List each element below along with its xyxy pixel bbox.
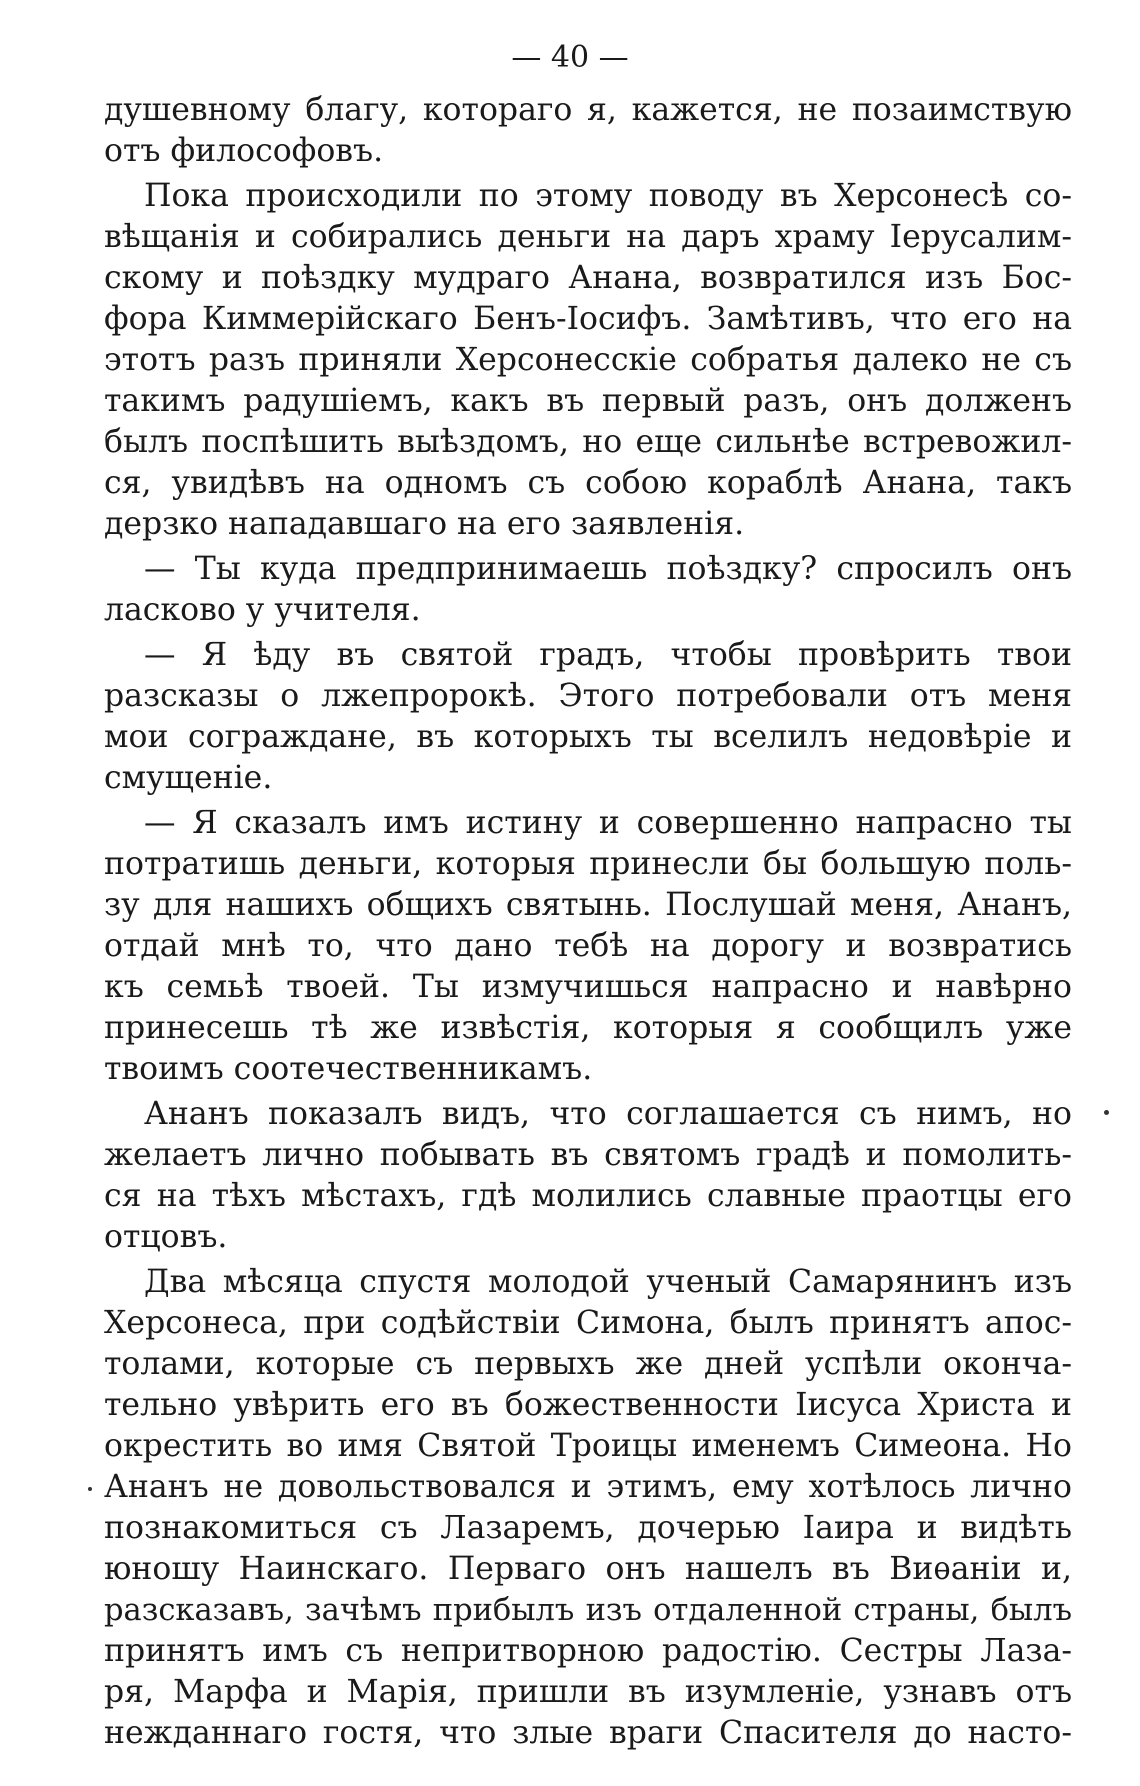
scan-speck xyxy=(1104,1110,1109,1115)
text-line: отъ философовъ. xyxy=(104,133,384,169)
text-line: разсказавъ, зачѣмъ прибылъ изъ отдаленной страны, былъ xyxy=(104,1593,1072,1628)
text-line: Два мѣсяца спустя молодой ученый Самарянинъ изъ xyxy=(144,1264,1072,1300)
text-line: мои сограждане, въ которыхъ ты вселилъ недовѣріе и xyxy=(104,719,1072,755)
text-line: душевному благу, котораго я, кажется, не позаимствую xyxy=(104,92,1072,128)
text-line: Херсонеса, при содѣйствіи Симона, былъ принятъ апос- xyxy=(104,1305,1072,1341)
text-line: отцовъ. xyxy=(104,1219,228,1255)
text-line: Пока происходили по этому поводу въ Херсонесѣ со- xyxy=(144,178,1072,214)
text-line: — Ты куда предпринимаешь поѣздку? спросилъ онъ xyxy=(144,551,1072,587)
page-text xyxy=(104,90,1072,1758)
text-line: ся, увидѣвъ на одномъ съ собою кораблѣ Анана, такъ xyxy=(104,465,1072,501)
text-line: принятъ имъ съ непритворною радостію. Сестры Лаза- xyxy=(104,1633,1072,1669)
text-line: скому и поѣздку мудраго Анана, возвратился изъ Бос- xyxy=(104,260,1072,296)
text-line: былъ поспѣшить выѣздомъ, но еще сильнѣе встревожил- xyxy=(104,424,1072,460)
text-line: желаетъ лично побывать въ святомъ градѣ и помолить- xyxy=(104,1137,1072,1173)
text-line: юношу Наинскаго. Перваго онъ нашелъ въ Виѳаніи и, xyxy=(104,1551,1072,1587)
scan-speck xyxy=(88,1487,92,1491)
text-line: ласково у учителя. xyxy=(104,592,421,628)
text-line: — Я сказалъ имъ истину и совершенно напрасно ты xyxy=(144,805,1072,841)
text-line: дерзко нападавшаго на его заявленія. xyxy=(104,506,745,542)
text-line: зу для нашихъ общихъ святынь. Послушай меня, Ананъ, xyxy=(104,887,1072,923)
text-line: ся на тѣхъ мѣстахъ, гдѣ молились славные праотцы его xyxy=(104,1178,1072,1214)
text-line: ря, Марфа и Марія, пришли въ изумленіе, узнавъ отъ xyxy=(104,1674,1072,1710)
paragraph xyxy=(104,90,1072,172)
paragraph xyxy=(104,176,1072,545)
text-line: разсказы о лжепророкѣ. Этого потребовали отъ меня xyxy=(104,678,1072,714)
page-number: — 40 — xyxy=(511,40,629,75)
text-line: тельно увѣрить его въ божественности Іисуса Христа и xyxy=(104,1387,1072,1423)
text-line: Ананъ не довольствовался и этимъ, ему хотѣлось лично xyxy=(104,1469,1072,1505)
text-line: окрестить во имя Святой Троицы именемъ Симеона. Но xyxy=(104,1428,1072,1464)
text-line: вѣщанія и собирались деньги на даръ храму Іерусалим- xyxy=(104,219,1072,255)
text-line: нежданнаго гостя, что злые враги Спасителя до насто- xyxy=(104,1715,1072,1751)
text-line: потратишь деньги, которыя принесли бы большую поль- xyxy=(104,846,1072,882)
text-line: фора Киммерійскаго Бенъ-Іосифъ. Замѣтивъ, что его на xyxy=(104,301,1072,337)
text-line: къ семьѣ твоей. Ты измучишься напрасно и навѣрно xyxy=(104,969,1072,1005)
text-line: толами, которые съ первыхъ же дней успѣли оконча- xyxy=(104,1346,1072,1382)
text-line: такимъ радушіемъ, какъ въ первый разъ, онъ долженъ xyxy=(104,383,1072,419)
paragraph xyxy=(104,1262,1072,1754)
text-line: принесешь тѣ же извѣстія, которыя я сообщилъ уже xyxy=(104,1010,1072,1046)
text-line: отдай мнѣ то, что дано тебѣ на дорогу и возвратись xyxy=(104,928,1072,964)
text-line: твоимъ соотечественникамъ. xyxy=(104,1051,593,1087)
text-line: — Я ѣду въ святой градъ, чтобы провѣрить твои xyxy=(144,637,1072,673)
text-line: Ананъ показалъ видъ, что соглашается съ нимъ, но xyxy=(144,1096,1072,1132)
paragraph xyxy=(104,803,1072,1090)
paragraph xyxy=(104,635,1072,799)
text-line: этотъ разъ приняли Херсонесскіе собратья далеко не съ xyxy=(104,342,1072,378)
paragraph xyxy=(104,1094,1072,1258)
text-line: познакомиться съ Лазаремъ, дочерью Іаира и видѣть xyxy=(104,1510,1072,1546)
paragraph xyxy=(104,549,1072,631)
text-line: смущеніе. xyxy=(104,760,273,796)
